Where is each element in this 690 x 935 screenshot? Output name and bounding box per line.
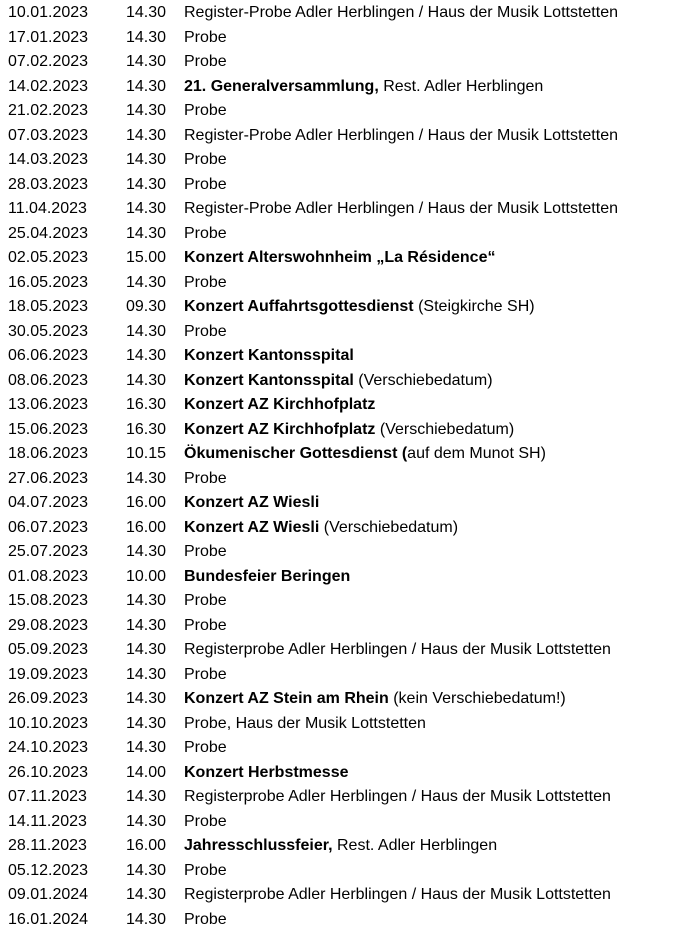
- event-detail: Probe: [184, 102, 227, 119]
- event-title-bold: Konzert Herbstmesse: [184, 763, 349, 781]
- schedule-row: [0, 271, 690, 296]
- event-date: 05.09.2023: [8, 641, 89, 658]
- event-title-bold: Ökumenischer Gottesdienst (: [184, 445, 408, 462]
- event-detail: Rest. Adler Herblingen: [383, 77, 544, 95]
- event-detail: Probe: [184, 175, 227, 193]
- event-description: [184, 761, 349, 786]
- event-date: 11.04.2023: [8, 200, 87, 217]
- event-date: 04.07.2023: [8, 494, 89, 511]
- event-date: 26.10.2023: [8, 763, 89, 781]
- event-time: 10.00: [126, 567, 167, 585]
- event-description: [184, 442, 546, 467]
- event-time: 14.30: [126, 861, 167, 879]
- schedule-row: [0, 124, 690, 149]
- event-time: 14.30: [126, 690, 167, 707]
- event-description: [184, 148, 227, 173]
- event-time: 14.30: [126, 224, 167, 242]
- event-time: 14.30: [126, 53, 167, 70]
- event-description: [184, 810, 227, 835]
- event-description: [184, 369, 493, 394]
- event-description: [184, 516, 458, 541]
- event-date: 07.11.2023: [8, 788, 87, 805]
- event-time: 14.30: [126, 469, 167, 487]
- event-date: 18.05.2023: [8, 298, 89, 315]
- event-date: 06.07.2023: [8, 518, 89, 536]
- event-description: [184, 859, 227, 884]
- schedule-row: [0, 393, 690, 418]
- event-time: 16.30: [126, 420, 167, 438]
- event-description: [184, 320, 227, 345]
- event-date: 06.06.2023: [8, 347, 89, 364]
- event-title-bold: Konzert AZ Wiesli: [184, 494, 320, 511]
- event-time: 14.30: [126, 200, 167, 217]
- event-detail: Probe: [184, 28, 227, 46]
- event-time: 14.30: [126, 910, 167, 928]
- event-time: 16.00: [126, 494, 167, 511]
- event-detail: Registerprobe Adler Herblingen / Haus der Musik Lottstetten: [184, 886, 611, 903]
- event-time: 14.30: [126, 739, 167, 756]
- event-date: 21.02.2023: [8, 102, 89, 119]
- event-detail: Probe: [184, 273, 227, 291]
- schedule-row: [0, 148, 690, 173]
- event-time: 14.30: [126, 371, 167, 389]
- event-time: 14.30: [126, 28, 167, 46]
- event-time: 16.30: [126, 396, 167, 413]
- event-detail: Probe: [184, 616, 227, 634]
- event-time: 10.15: [126, 445, 167, 462]
- event-title-bold: Jahresschlussfeier,: [184, 837, 333, 854]
- schedule-row: [0, 589, 690, 614]
- event-detail: Probe: [184, 812, 227, 830]
- event-detail: Register-Probe Adler Herblingen / Haus der Musik Lottstetten: [184, 4, 618, 21]
- schedule-row: [0, 638, 690, 663]
- schedule-row: [0, 295, 690, 320]
- event-description: [184, 663, 227, 688]
- schedule-row: [0, 75, 690, 100]
- event-date: 26.09.2023: [8, 690, 89, 707]
- schedule-row: [0, 540, 690, 565]
- schedule-row: [0, 222, 690, 247]
- event-detail: Probe, Haus der Musik Lottstetten: [184, 714, 426, 732]
- event-detail: Probe: [184, 665, 227, 683]
- event-time: 14.30: [126, 102, 167, 119]
- schedule-row: [0, 467, 690, 492]
- schedule-row: [0, 736, 690, 761]
- event-description: [184, 75, 543, 100]
- schedule-row: [0, 761, 690, 786]
- event-time: 14.30: [126, 151, 167, 168]
- event-detail: (Verschiebedatum): [358, 371, 493, 389]
- event-time: 09.30: [126, 298, 167, 315]
- event-description: [184, 589, 227, 614]
- event-date: 28.03.2023: [8, 175, 89, 193]
- event-description: [184, 418, 514, 443]
- schedule-row: [0, 197, 690, 222]
- event-date: 10.01.2023: [8, 4, 89, 21]
- schedule-row: [0, 712, 690, 737]
- event-date: 09.01.2024: [8, 886, 89, 903]
- schedule-row: [0, 687, 690, 712]
- event-time: 14.30: [126, 616, 167, 634]
- event-description: [184, 124, 618, 149]
- event-time: 14.30: [126, 273, 167, 291]
- event-title-bold: Konzert AZ Kirchhofplatz: [184, 420, 376, 438]
- schedule-row: [0, 173, 690, 198]
- event-description: [184, 1, 618, 26]
- event-description: [184, 736, 227, 761]
- event-detail: Probe: [184, 910, 227, 928]
- schedule-row: [0, 883, 690, 908]
- event-description: [184, 883, 611, 908]
- event-time: 14.30: [126, 347, 167, 364]
- event-detail: Probe: [184, 469, 227, 487]
- event-date: 14.03.2023: [8, 151, 89, 168]
- event-time: 15.00: [126, 249, 167, 266]
- event-date: 18.06.2023: [8, 445, 89, 462]
- event-detail: Probe: [184, 151, 227, 168]
- event-time: 14.30: [126, 322, 167, 340]
- event-description: [184, 491, 319, 516]
- event-description: [184, 246, 495, 271]
- event-detail: Rest. Adler Herblingen: [337, 837, 498, 854]
- event-date: 07.02.2023: [8, 53, 89, 70]
- event-date: 13.06.2023: [8, 396, 89, 413]
- event-description: [184, 565, 350, 590]
- event-title-bold: Konzert AZ Kirchhofplatz: [184, 396, 376, 413]
- schedule-row: [0, 246, 690, 271]
- event-date: 28.11.2023: [8, 837, 87, 854]
- schedule-row: [0, 1, 690, 26]
- event-date: 15.08.2023: [8, 592, 89, 609]
- event-detail: (kein Verschiebedatum!): [393, 690, 566, 707]
- event-detail: auf dem Munot SH): [407, 445, 546, 462]
- event-date: 24.10.2023: [8, 739, 89, 756]
- schedule-row: [0, 418, 690, 443]
- event-description: [184, 393, 375, 418]
- event-date: 29.08.2023: [8, 616, 89, 634]
- event-detail: Probe: [184, 739, 227, 756]
- schedule-row: [0, 491, 690, 516]
- schedule-row: [0, 614, 690, 639]
- event-time: 16.00: [126, 837, 167, 854]
- event-title-bold: Konzert AZ Stein am Rhein: [184, 690, 389, 707]
- event-description: [184, 271, 227, 296]
- event-description: [184, 222, 227, 247]
- event-date: 02.05.2023: [8, 249, 89, 266]
- event-date: 25.07.2023: [8, 543, 89, 560]
- event-time: 14.30: [126, 77, 167, 95]
- event-description: [184, 197, 618, 222]
- event-date: 30.05.2023: [8, 322, 89, 340]
- event-time: 14.30: [126, 4, 167, 21]
- event-title-bold: Konzert Kantonsspital: [184, 347, 354, 364]
- schedule-row: [0, 516, 690, 541]
- schedule-row: [0, 834, 690, 859]
- event-description: [184, 785, 611, 810]
- event-time: 14.30: [126, 788, 167, 805]
- event-time: 14.30: [126, 665, 167, 683]
- event-description: [184, 540, 227, 565]
- event-time: 14.30: [126, 886, 167, 903]
- event-date: 16.05.2023: [8, 273, 89, 291]
- event-description: [184, 687, 566, 712]
- event-title-bold: Konzert Alterswohnheim „La Résidence“: [184, 249, 496, 266]
- event-detail: (Steigkirche SH): [418, 298, 535, 315]
- schedule-row: [0, 320, 690, 345]
- event-detail: Probe: [184, 322, 227, 340]
- event-date: 15.06.2023: [8, 420, 89, 438]
- schedule-row: [0, 442, 690, 467]
- event-time: 14.00: [126, 763, 167, 781]
- event-description: [184, 467, 227, 492]
- event-title-bold: Konzert Kantonsspital: [184, 371, 354, 389]
- event-description: [184, 50, 227, 75]
- event-date: 14.11.2023: [8, 812, 87, 830]
- event-detail: (Verschiebedatum): [323, 518, 459, 536]
- event-description: [184, 344, 354, 369]
- event-detail: Probe: [184, 861, 227, 879]
- schedule-row: [0, 663, 690, 688]
- event-time: 14.30: [126, 126, 167, 144]
- event-detail: Registerprobe Adler Herblingen / Haus der Musik Lottstetten: [184, 788, 611, 805]
- event-description: [184, 99, 227, 124]
- event-title-bold: Bundesfeier Beringen: [184, 567, 351, 585]
- event-time: 14.30: [126, 543, 167, 560]
- event-detail: Probe: [184, 224, 227, 242]
- event-date: 01.08.2023: [8, 567, 89, 585]
- event-detail: Registerprobe Adler Herblingen / Haus der Musik Lottstetten: [184, 641, 611, 658]
- event-detail: Register-Probe Adler Herblingen / Haus der Musik Lottstetten: [184, 126, 618, 144]
- event-time: 14.30: [126, 714, 167, 732]
- event-date: 14.02.2023: [8, 77, 89, 95]
- event-date: 10.10.2023: [8, 714, 89, 732]
- event-description: [184, 834, 497, 859]
- event-date: 07.03.2023: [8, 126, 89, 144]
- schedule-row: [0, 26, 690, 51]
- event-time: 14.30: [126, 175, 167, 193]
- event-date: 27.06.2023: [8, 469, 89, 487]
- event-description: [184, 908, 227, 933]
- event-detail: Probe: [184, 53, 227, 70]
- schedule-row: [0, 50, 690, 75]
- event-detail: Register-Probe Adler Herblingen / Haus der Musik Lottstetten: [184, 200, 618, 217]
- schedule-row: [0, 369, 690, 394]
- event-description: [184, 712, 426, 737]
- event-time: 16.00: [126, 518, 167, 536]
- schedule-row: [0, 859, 690, 884]
- event-detail: (Verschiebedatum): [379, 420, 515, 438]
- schedule-row: [0, 344, 690, 369]
- event-time: 14.30: [126, 812, 167, 830]
- schedule-row: [0, 810, 690, 835]
- event-date: 08.06.2023: [8, 371, 89, 389]
- event-detail: Probe: [184, 543, 227, 560]
- schedule-row: [0, 565, 690, 590]
- event-title-bold: 21. Generalversammlung,: [184, 77, 379, 95]
- event-description: [184, 26, 227, 51]
- event-date: 25.04.2023: [8, 224, 89, 242]
- event-description: [184, 295, 535, 320]
- event-date: 17.01.2023: [8, 28, 89, 46]
- event-title-bold: Konzert AZ Wiesli: [184, 518, 320, 536]
- event-detail: Probe: [184, 592, 227, 609]
- schedule-row: [0, 785, 690, 810]
- event-title-bold: Konzert Auffahrtsgottesdienst: [184, 298, 414, 315]
- event-description: [184, 614, 227, 639]
- schedule-row: [0, 908, 690, 933]
- event-date: 05.12.2023: [8, 861, 89, 879]
- schedule-row: [0, 99, 690, 124]
- event-description: [184, 638, 611, 663]
- event-time: 14.30: [126, 592, 167, 609]
- event-date: 16.01.2024: [8, 910, 89, 928]
- event-time: 14.30: [126, 641, 167, 658]
- event-date: 19.09.2023: [8, 665, 89, 683]
- event-description: [184, 173, 227, 198]
